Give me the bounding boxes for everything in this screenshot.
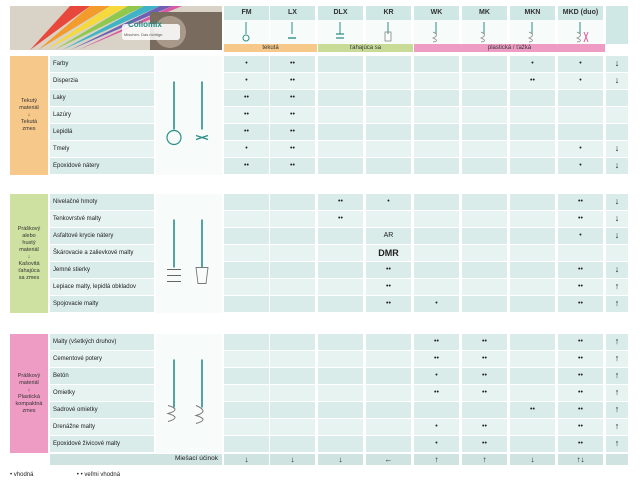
suitability-cell: •	[414, 368, 459, 384]
mixing-effect-arrow: ↓	[270, 454, 315, 465]
suitability-cell	[510, 262, 555, 278]
suitability-cell	[510, 296, 555, 312]
suitability-cell: ••	[558, 368, 603, 384]
suitability-cell: ••	[366, 296, 411, 312]
mixing-direction-arrow: ↓	[606, 194, 628, 210]
suitability-cell	[224, 279, 269, 295]
suitability-cell: ••	[462, 351, 507, 367]
suitability-cell	[318, 124, 363, 140]
suitability-cell	[414, 56, 459, 72]
suitability-cell	[366, 141, 411, 157]
suitability-cell	[224, 194, 269, 210]
group-label-line: materiál	[19, 379, 39, 386]
suitability-cell	[558, 90, 603, 106]
suitability-cell: ••	[558, 194, 603, 210]
mixing-effect-arrow: ←	[366, 454, 411, 465]
suitability-cell: •	[414, 419, 459, 435]
suitability-cell	[510, 419, 555, 435]
suitability-cell	[414, 279, 459, 295]
suitability-cell: •	[414, 296, 459, 312]
suitability-cell	[462, 56, 507, 72]
suitability-cell: DMR	[366, 245, 411, 261]
logo-tagline: Mischen. Das richtige.	[124, 32, 164, 37]
suitability-cell: ••	[318, 211, 363, 227]
suitability-cell	[510, 158, 555, 174]
mixer-tool-illustration	[156, 56, 222, 175]
suitability-cell	[224, 296, 269, 312]
suitability-cell	[462, 262, 507, 278]
suitability-cell: ••	[462, 368, 507, 384]
suitability-cell	[318, 279, 363, 295]
suitability-cell: ••	[270, 141, 315, 157]
mixing-effect-spacer	[606, 454, 628, 465]
mixing-direction-arrow: ↑	[606, 368, 628, 384]
suitability-cell	[366, 419, 411, 435]
legend	[10, 472, 120, 478]
group-label-line: Plastická	[17, 393, 40, 400]
mixing-direction-arrow: ↑	[606, 351, 628, 367]
mixer-icon	[224, 20, 269, 44]
suitability-cell: ••	[510, 73, 555, 89]
suitability-cell	[270, 419, 315, 435]
column-header-fm: FM	[224, 6, 269, 20]
suitability-cell	[558, 124, 603, 140]
material-name: Lepiace malty, lepidlá obkladov	[50, 279, 154, 295]
material-name: Nivelačné hmoty	[50, 194, 154, 210]
mixer-icon	[318, 20, 363, 44]
suitability-cell	[366, 107, 411, 123]
suitability-cell	[558, 245, 603, 261]
material-name: Škárovacie a zalievkové malty	[50, 245, 154, 261]
suitability-cell	[510, 107, 555, 123]
suitability-cell: ••	[270, 56, 315, 72]
suitability-cell	[318, 141, 363, 157]
suitability-cell: •	[558, 141, 603, 157]
suitability-cell: ••	[414, 334, 459, 350]
mixing-direction-arrow: ↑	[606, 334, 628, 350]
suitability-cell	[318, 228, 363, 244]
mixing-direction-arrow: ↑	[606, 436, 628, 452]
suitability-cell	[270, 385, 315, 401]
material-name: Omietky	[50, 385, 154, 401]
suitability-cell	[510, 124, 555, 140]
suitability-cell	[462, 107, 507, 123]
mixing-direction-arrow: ↓	[606, 158, 628, 174]
suitability-cell	[366, 334, 411, 350]
suitability-cell	[270, 279, 315, 295]
material-name: Lazúry	[50, 107, 154, 123]
mixing-direction-arrow: ↓	[606, 141, 628, 157]
suitability-cell: ••	[462, 385, 507, 401]
material-name: Drenážne malty	[50, 419, 154, 435]
column-header-mkn: MKN	[510, 6, 555, 20]
column-header-mk: MK	[462, 6, 507, 20]
suitability-cell	[366, 385, 411, 401]
suitability-cell: ••	[558, 211, 603, 227]
material-name: Farby	[50, 56, 154, 72]
suitability-cell: ••	[558, 385, 603, 401]
group-label-line: sa zmes	[18, 274, 40, 281]
suitability-cell	[414, 107, 459, 123]
suitability-cell	[462, 158, 507, 174]
material-name: Lepidlá	[50, 124, 154, 140]
mixing-direction-arrow: ↓	[606, 73, 628, 89]
suitability-cell	[366, 124, 411, 140]
suitability-cell	[366, 90, 411, 106]
suitability-cell	[366, 402, 411, 418]
mixer-tool-illustration	[156, 194, 222, 313]
suitability-cell	[318, 351, 363, 367]
mixer-tool-illustration	[156, 334, 222, 453]
consistency-band: tekutá	[224, 44, 317, 52]
mixing-effect-arrow: ↑	[462, 454, 507, 465]
suitability-cell: ••	[510, 402, 555, 418]
mixing-effect-arrow: ↓	[510, 454, 555, 465]
column-header-mkdduo: MKD (duo)	[558, 6, 603, 20]
legend-double: • • veľmi vhodná	[76, 472, 121, 478]
mixing-direction-arrow	[606, 107, 628, 123]
suitability-cell	[224, 351, 269, 367]
suitability-cell	[414, 245, 459, 261]
suitability-cell	[510, 90, 555, 106]
suitability-cell	[510, 279, 555, 295]
suitability-cell	[318, 90, 363, 106]
suitability-cell	[462, 211, 507, 227]
suitability-cell: ••	[224, 90, 269, 106]
consistency-band: ťahajúca sa	[318, 44, 413, 52]
arrow-column-header	[606, 6, 628, 44]
suitability-cell	[510, 351, 555, 367]
mixing-direction-arrow: ↑	[606, 296, 628, 312]
group-label-line: zmes	[22, 126, 36, 132]
mixing-direction-arrow: ↑	[606, 402, 628, 418]
suitability-cell: ••	[366, 279, 411, 295]
suitability-cell	[366, 368, 411, 384]
material-name: Laky	[50, 90, 154, 106]
suitability-cell: ••	[224, 124, 269, 140]
group-label-line: materiál	[19, 246, 39, 253]
suitability-cell	[318, 73, 363, 89]
suitability-cell	[414, 211, 459, 227]
legend-single: • vhodná	[10, 472, 34, 478]
suitability-cell: •	[224, 141, 269, 157]
suitability-cell	[414, 262, 459, 278]
suitability-cell	[414, 402, 459, 418]
suitability-cell	[366, 211, 411, 227]
column-header-wk: WK	[414, 6, 459, 20]
suitability-cell	[318, 402, 363, 418]
group-label-line: Práškový	[17, 225, 41, 232]
logo-brand: Collomix	[128, 20, 162, 29]
mixing-effect-arrow: ↓	[224, 454, 269, 465]
suitability-cell	[224, 385, 269, 401]
material-name: Tmely	[50, 141, 154, 157]
suitability-cell	[510, 385, 555, 401]
mixing-direction-arrow: ↑	[606, 419, 628, 435]
suitability-cell: ••	[414, 385, 459, 401]
suitability-cell	[558, 107, 603, 123]
suitability-cell: ••	[270, 90, 315, 106]
material-name: Malty (všetkých druhov)	[50, 334, 154, 350]
suitability-cell: •	[558, 56, 603, 72]
suitability-cell	[318, 368, 363, 384]
mixer-icon	[510, 20, 555, 44]
suitability-cell: ••	[558, 436, 603, 452]
suitability-cell	[318, 436, 363, 452]
suitability-cell: ••	[558, 351, 603, 367]
mixing-direction-arrow: ↓	[606, 262, 628, 278]
suitability-cell	[462, 228, 507, 244]
suitability-cell: ••	[558, 296, 603, 312]
material-name: Tenkovrstvé malty	[50, 211, 154, 227]
suitability-cell	[318, 334, 363, 350]
suitability-cell: AR	[366, 228, 411, 244]
suitability-cell: •	[558, 228, 603, 244]
mixing-direction-arrow: ↑	[606, 279, 628, 295]
column-header-kr: KR	[366, 6, 411, 20]
suitability-cell	[414, 194, 459, 210]
group-label-line: zmes	[22, 407, 36, 414]
suitability-cell: ••	[558, 419, 603, 435]
suitability-cell	[224, 262, 269, 278]
suitability-cell	[224, 334, 269, 350]
suitability-cell	[318, 107, 363, 123]
suitability-cell	[462, 194, 507, 210]
material-name: Asfaltové krycie nátery	[50, 228, 154, 244]
group-label-line: ↓	[27, 386, 31, 393]
suitability-cell	[366, 158, 411, 174]
suitability-cell	[414, 141, 459, 157]
suitability-cell: •	[224, 56, 269, 72]
material-name: Epoxidové nátery	[50, 158, 154, 174]
suitability-cell	[224, 228, 269, 244]
group-label	[10, 194, 48, 313]
suitability-cell	[462, 279, 507, 295]
mixing-effect-arrow: ↓	[318, 454, 363, 465]
mixing-direction-arrow	[606, 124, 628, 140]
suitability-cell	[462, 124, 507, 140]
mixing-effect-arrow: ↑	[414, 454, 459, 465]
suitability-cell	[414, 90, 459, 106]
suitability-cell	[318, 158, 363, 174]
group-label-line: ↓	[27, 253, 31, 260]
group-label-line: ↓	[27, 112, 31, 118]
suitability-cell	[462, 402, 507, 418]
group-label-line: Tekutá	[20, 119, 38, 125]
suitability-cell: •	[510, 56, 555, 72]
material-name: Spojovacie malty	[50, 296, 154, 312]
group-label-line: Tekutý	[21, 98, 37, 104]
group-label-line: alebo	[22, 232, 36, 239]
suitability-cell	[366, 73, 411, 89]
suitability-cell: •	[414, 436, 459, 452]
suitability-cell	[510, 141, 555, 157]
suitability-cell	[414, 158, 459, 174]
suitability-cell: •	[366, 194, 411, 210]
suitability-cell	[270, 194, 315, 210]
column-header-lx: LX	[270, 6, 315, 20]
suitability-cell	[414, 228, 459, 244]
suitability-cell	[224, 436, 269, 452]
suitability-cell	[318, 245, 363, 261]
material-name: Epoxidové živicové malty	[50, 436, 154, 452]
suitability-cell	[318, 262, 363, 278]
suitability-cell	[462, 296, 507, 312]
material-name: Jemné stierky	[50, 262, 154, 278]
suitability-cell: ••	[414, 351, 459, 367]
mixing-direction-arrow: ↑	[606, 385, 628, 401]
suitability-cell: ••	[270, 73, 315, 89]
suitability-cell: ••	[270, 107, 315, 123]
mixer-icon	[270, 20, 315, 44]
suitability-cell	[462, 90, 507, 106]
suitability-cell	[224, 211, 269, 227]
suitability-cell	[224, 419, 269, 435]
suitability-cell	[270, 402, 315, 418]
suitability-cell: ••	[462, 334, 507, 350]
mixer-icon	[558, 20, 603, 44]
suitability-cell: ••	[366, 262, 411, 278]
suitability-cell	[414, 124, 459, 140]
suitability-cell	[270, 211, 315, 227]
suitability-cell	[318, 296, 363, 312]
material-name: Cementové potery	[50, 351, 154, 367]
material-name: Betón	[50, 368, 154, 384]
consistency-band: plastická / ťažká	[414, 44, 605, 52]
group-label-line: materiál	[19, 105, 39, 111]
suitability-cell: ••	[270, 158, 315, 174]
suitability-cell	[270, 351, 315, 367]
suitability-cell	[270, 368, 315, 384]
suitability-cell	[414, 73, 459, 89]
mixing-direction-arrow	[606, 90, 628, 106]
suitability-cell	[462, 141, 507, 157]
mixing-direction-arrow: ↓	[606, 228, 628, 244]
group-label-line: kompaktná	[15, 400, 43, 407]
suitability-cell	[318, 419, 363, 435]
suitability-cell	[366, 436, 411, 452]
suitability-cell: ••	[462, 419, 507, 435]
suitability-cell: •	[558, 158, 603, 174]
suitability-cell: ••	[224, 158, 269, 174]
suitability-cell	[366, 351, 411, 367]
suitability-cell	[270, 262, 315, 278]
material-name: Disperzia	[50, 73, 154, 89]
suitability-cell	[270, 334, 315, 350]
suitability-cell: ••	[318, 194, 363, 210]
suitability-cell	[270, 296, 315, 312]
group-label	[10, 334, 48, 453]
suitability-cell: ••	[558, 262, 603, 278]
suitability-cell	[224, 402, 269, 418]
suitability-cell	[224, 245, 269, 261]
suitability-cell	[366, 56, 411, 72]
logo-image	[10, 6, 222, 50]
suitability-cell	[270, 436, 315, 452]
suitability-cell	[224, 368, 269, 384]
suitability-cell	[318, 385, 363, 401]
mixer-icon	[366, 20, 411, 44]
suitability-cell	[270, 245, 315, 261]
group-label-line: Práškový	[17, 372, 41, 379]
suitability-cell	[462, 245, 507, 261]
suitability-cell	[510, 334, 555, 350]
group-label-line: Kašovitá	[18, 260, 40, 267]
suitability-cell	[318, 56, 363, 72]
mixing-direction-arrow	[606, 245, 628, 261]
mixing-direction-arrow: ↓	[606, 211, 628, 227]
suitability-cell: ••	[270, 124, 315, 140]
mixing-direction-arrow: ↓	[606, 56, 628, 72]
suitability-cell: ••	[224, 107, 269, 123]
suitability-cell: ••	[462, 436, 507, 452]
mixer-icon	[414, 20, 459, 44]
suitability-cell	[510, 228, 555, 244]
suitability-cell	[462, 73, 507, 89]
suitability-cell	[510, 436, 555, 452]
material-name: Sadrové omietky	[50, 402, 154, 418]
group-label-line: hustý	[22, 239, 36, 246]
suitability-cell: •	[224, 73, 269, 89]
group-label	[10, 56, 48, 175]
suitability-cell	[510, 194, 555, 210]
suitability-cell	[270, 228, 315, 244]
suitability-cell: •	[558, 73, 603, 89]
suitability-cell: ••	[558, 279, 603, 295]
mixing-effect-label: Miešací účinok	[50, 454, 222, 465]
group-label-line: ťahajúca	[18, 267, 40, 274]
column-header-dlx: DLX	[318, 6, 363, 20]
suitability-cell	[510, 245, 555, 261]
suitability-cell	[510, 368, 555, 384]
suitability-cell: ••	[558, 334, 603, 350]
suitability-cell: ••	[558, 402, 603, 418]
suitability-cell	[510, 211, 555, 227]
mixing-effect-arrow: ↑↓	[558, 454, 603, 465]
mixer-icon	[462, 20, 507, 44]
